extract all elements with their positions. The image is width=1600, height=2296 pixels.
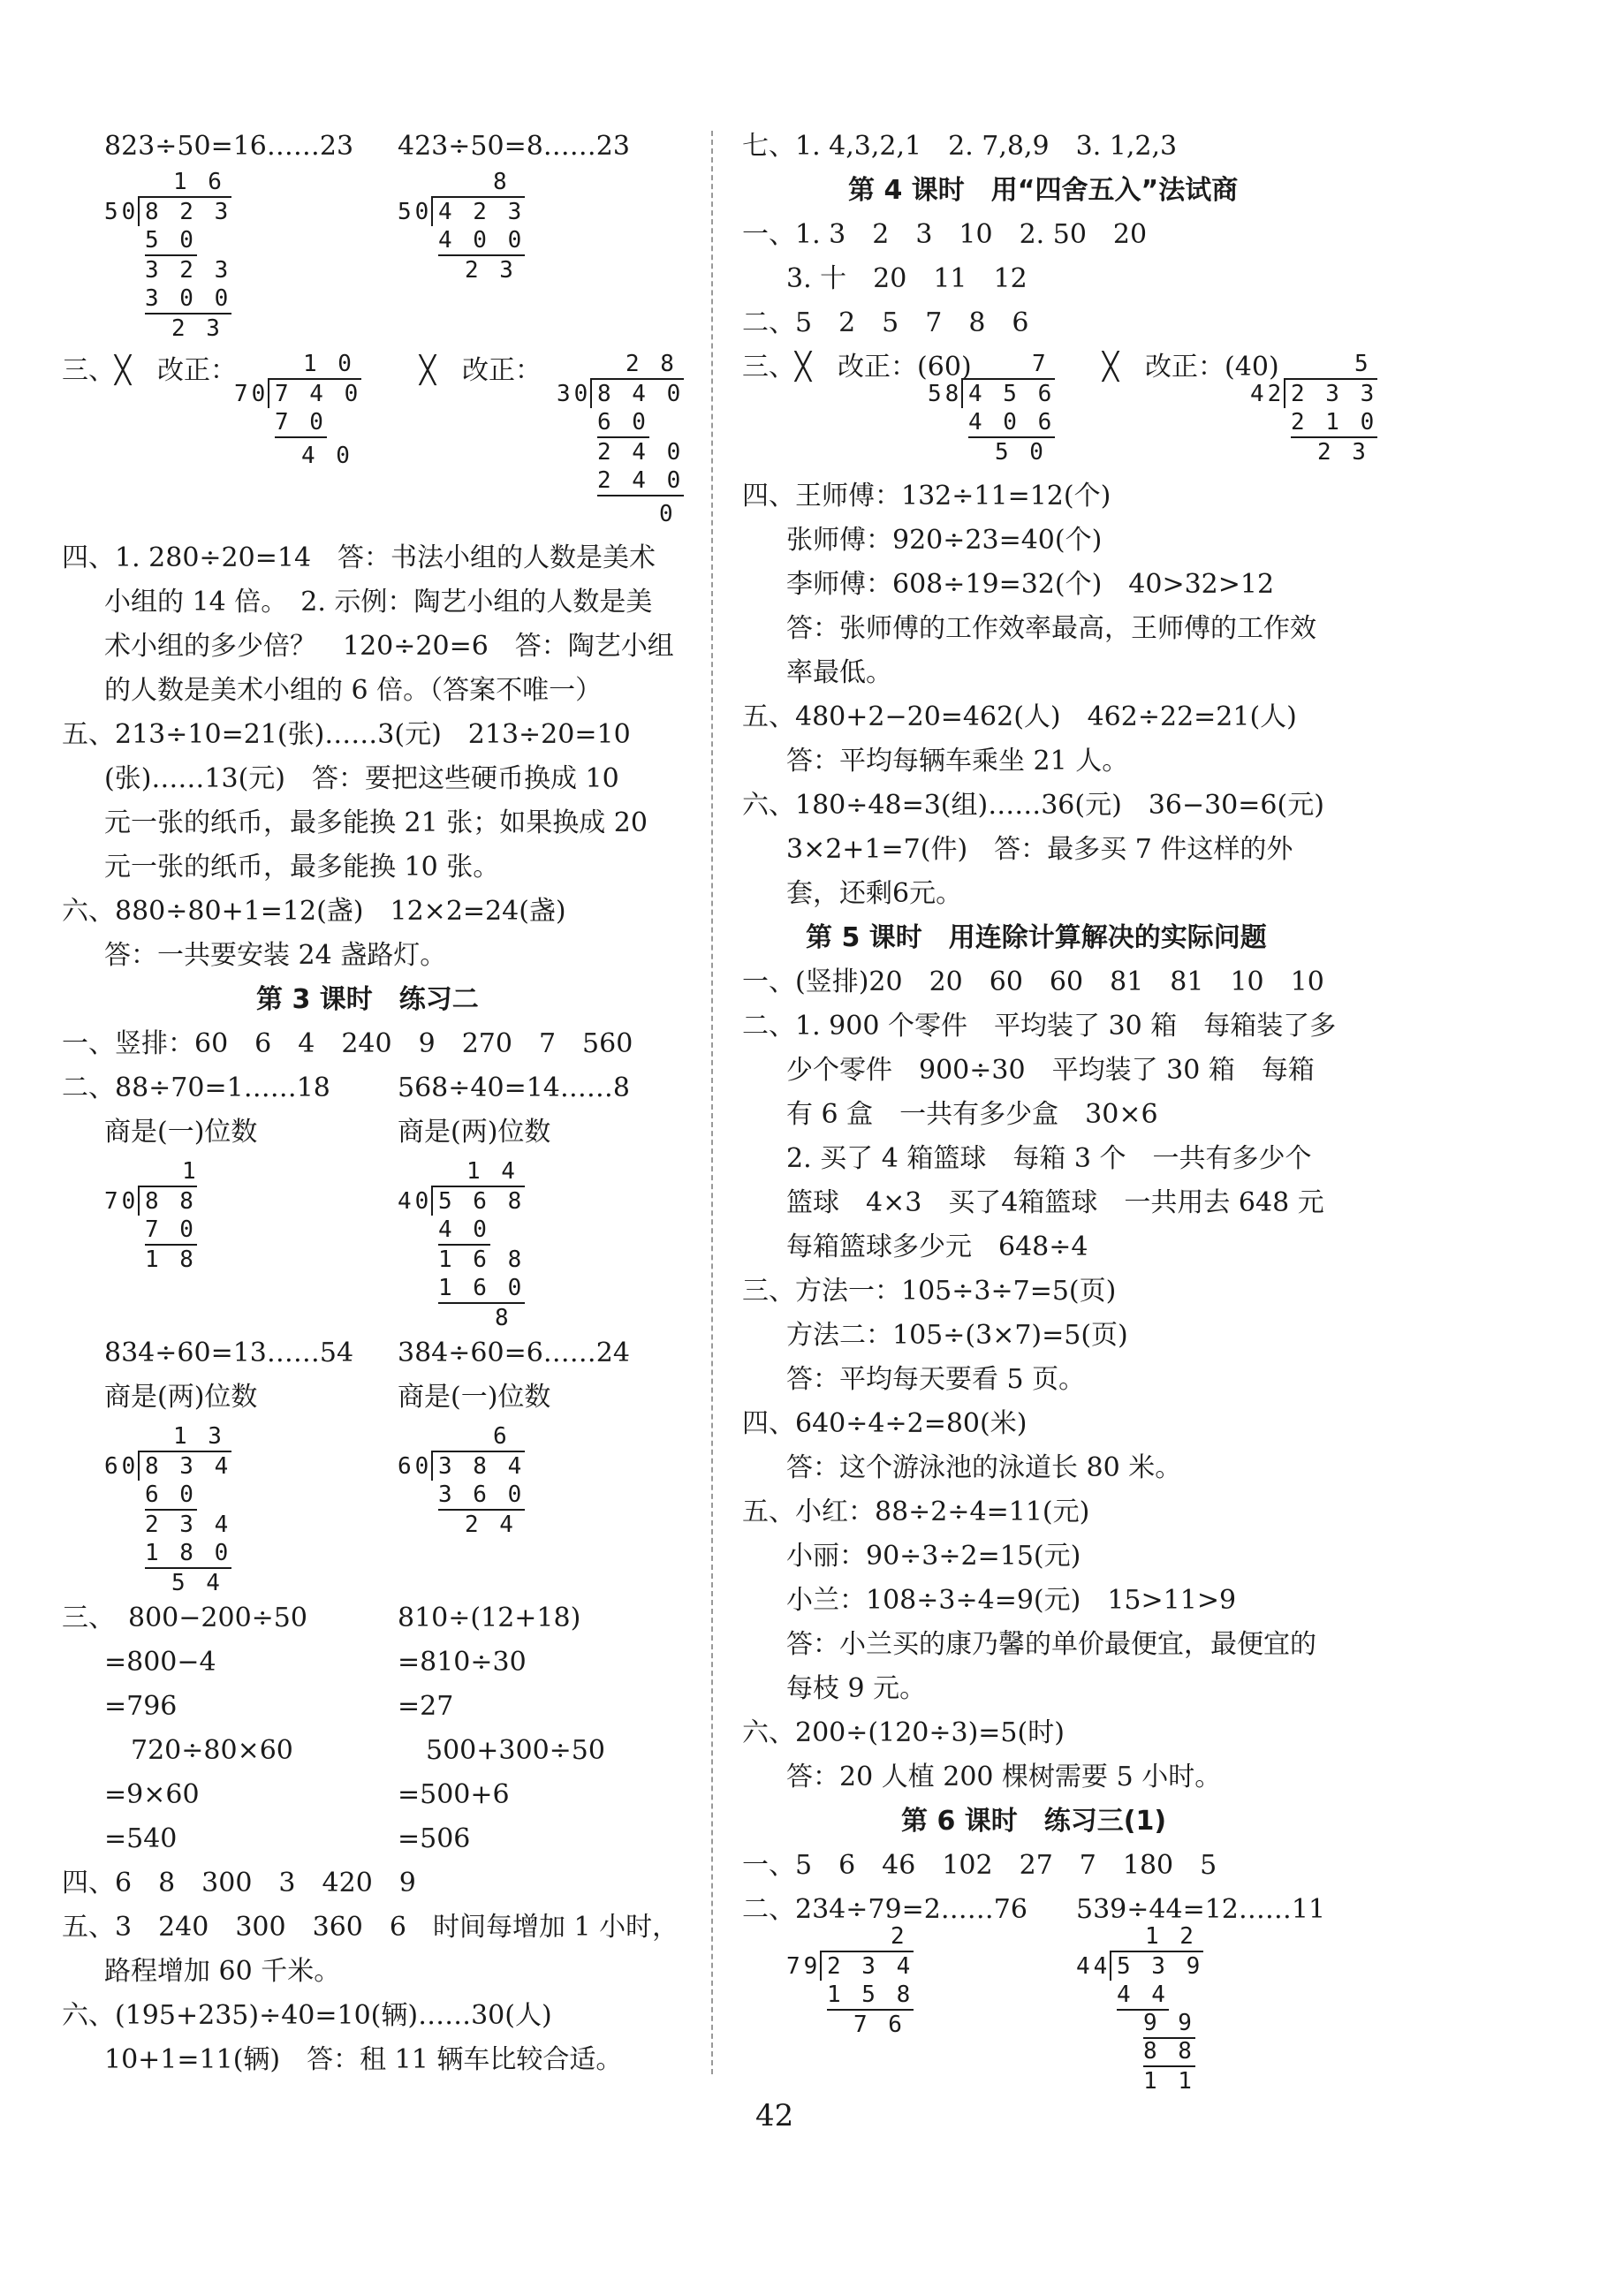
answer-line: 的人数是美术小组的 6 倍。（答案不唯一） xyxy=(104,675,603,706)
step: 7 6 xyxy=(853,2012,906,2038)
step: 7 0 xyxy=(145,1216,197,1246)
answer-line: 10+1=11(辆) 答：租 11 辆车比较合适。 xyxy=(104,2044,623,2075)
dividend: 5 6 8 xyxy=(431,1186,525,1216)
quotient: 1 xyxy=(182,1158,200,1185)
step: 5 4 xyxy=(171,1570,224,1596)
quotient: 1 0 xyxy=(303,351,355,377)
quotient: 1 2 xyxy=(1145,1923,1197,1950)
calc-line: =500+6 xyxy=(398,1779,510,1810)
dividend: 2 3 3 xyxy=(1284,378,1377,408)
answer-line: 四、6 8 300 3 420 9 xyxy=(62,1868,416,1898)
calc-line: =540 xyxy=(104,1823,178,1854)
answer-line: 每枝 9 元。 xyxy=(786,1673,927,1704)
answer-line: 七、1. 4,3,2,1 2. 7,8,9 3. 1,2,3 xyxy=(742,131,1178,162)
divisor: 70 xyxy=(104,1188,140,1215)
step: 5 0 xyxy=(995,439,1047,466)
answer-line: 张师傅：920÷23=40(个) xyxy=(786,525,1103,556)
answer-line: 539÷44=12……11 xyxy=(1076,1894,1326,1925)
answer-line: 商是(一)位数 xyxy=(398,1382,551,1413)
step: 9 9 xyxy=(1143,2009,1195,2039)
step: 5 0 xyxy=(145,226,197,256)
step: 4 0 xyxy=(301,443,353,469)
divisor: 58 xyxy=(928,381,963,407)
step: 1 1 xyxy=(1143,2068,1195,2095)
answer-line: 423÷50=8……23 xyxy=(398,131,630,162)
answer-line: 李师傅：608÷19=32(个) 40>32>12 xyxy=(786,569,1275,600)
step: 2 1 0 xyxy=(1291,408,1377,438)
answer-line: 商是(两)位数 xyxy=(104,1382,258,1413)
answer-line: 六、880÷80+1=12(盏) 12×2=24(盏) xyxy=(62,896,566,927)
step: 1 8 0 xyxy=(145,1539,231,1569)
calc-line: =506 xyxy=(398,1823,471,1854)
answer-line: 术小组的多少倍？ 120÷20=6 答：陶艺小组 xyxy=(104,631,674,662)
answer-line: 568÷40=14……8 xyxy=(398,1072,630,1103)
answer-line: 823÷50=16……23 xyxy=(104,131,354,162)
answer-line: 答：一共要安装 24 盏路灯。 xyxy=(104,940,447,971)
answer-line: 小丽：90÷3÷2=15(元) xyxy=(786,1541,1081,1572)
step: 2 4 0 xyxy=(597,439,685,466)
section-heading: 第 6 课时 练习三(1) xyxy=(901,1806,1167,1837)
answer-line: 有 6 盒 一共有多少盒 30×6 xyxy=(786,1099,1158,1130)
step: 1 5 8 xyxy=(827,1981,914,2011)
divisor: 50 xyxy=(398,199,433,225)
answer-line: 二、234÷79=2……76 xyxy=(742,1894,1027,1925)
divisor: 79 xyxy=(786,1953,822,1980)
answer-line: ╳ 改正： xyxy=(420,355,542,386)
answer-line: 方法二：105÷(3×7)=5(页) xyxy=(786,1320,1128,1351)
answer-line: 商是(一)位数 xyxy=(104,1117,258,1148)
calc-line: =810÷30 xyxy=(398,1647,527,1678)
dividend: 8 2 3 xyxy=(138,196,231,226)
dividend: 4 5 6 xyxy=(961,378,1055,408)
step: 8 xyxy=(495,1305,512,1331)
answer-line: 四、1. 280÷20=14 答：书法小组的人数是美术 xyxy=(62,542,656,573)
answer-line: 篮球 4×3 买了4箱篮球 一共用去 648 元 xyxy=(786,1187,1324,1218)
divisor: 60 xyxy=(398,1453,433,1480)
answer-line: 六、(195+235)÷40=10(辆)……30(人) xyxy=(62,2000,552,2031)
answer-line: 答：平均每天要看 5 页。 xyxy=(786,1364,1086,1395)
divisor: 70 xyxy=(234,381,269,407)
answer-line: 答：这个游泳池的泳道长 80 米。 xyxy=(786,1452,1182,1483)
answer-line: 一、1. 3 2 3 10 2. 50 20 xyxy=(742,219,1148,250)
answer-line: 套，还剩6元。 xyxy=(786,878,963,909)
divisor: 40 xyxy=(398,1188,433,1215)
answer-line: ╳ 改正：(40) xyxy=(1103,352,1279,383)
answer-line: 3. 十 20 11 12 xyxy=(786,263,1027,294)
answer-line: 路程增加 60 千米。 xyxy=(104,1956,341,1987)
answer-line: 一、竖排：60 6 4 240 9 270 7 560 xyxy=(62,1028,633,1059)
divisor: 42 xyxy=(1250,381,1285,407)
step: 2 4 xyxy=(465,1512,517,1538)
answer-line: 四、640÷4÷2=80(米) xyxy=(742,1408,1027,1439)
step: 4 0 0 xyxy=(438,226,525,256)
step: 1 8 xyxy=(145,1247,197,1273)
answer-line: 六、180÷48=3(组)……36(元) 36−30=6(元) xyxy=(742,790,1324,821)
answer-line: 商是(两)位数 xyxy=(398,1117,551,1148)
answer-line: 小组的 14 倍。 2. 示例：陶艺小组的人数是美 xyxy=(104,587,653,618)
step: 2 3 xyxy=(465,257,517,284)
answer-line: 答：平均每辆车乘坐 21 人。 xyxy=(786,746,1129,777)
quotient: 7 xyxy=(1032,351,1050,377)
divisor: 50 xyxy=(104,199,140,225)
step: 6 0 xyxy=(597,408,649,438)
quotient: 2 xyxy=(891,1923,908,1950)
answer-line: 384÷60=6……24 xyxy=(398,1337,630,1368)
quotient: 6 xyxy=(493,1423,511,1450)
step: 4 0 xyxy=(438,1216,490,1246)
section-heading: 第 3 课时 练习二 xyxy=(256,984,479,1015)
column-divider xyxy=(711,131,713,2074)
answer-line: 三、╳ 改正：(60) xyxy=(742,352,972,383)
calc-line: 810÷(12+18) xyxy=(398,1603,581,1633)
step: 2 4 0 xyxy=(597,466,684,496)
calc-line: =27 xyxy=(398,1691,454,1722)
step: 0 xyxy=(659,501,677,527)
calc-line: =796 xyxy=(104,1691,178,1722)
answer-line: 少个零件 900÷30 平均装了 30 箱 每箱 xyxy=(786,1055,1315,1086)
divisor: 30 xyxy=(557,381,592,407)
answer-line: 四、王师傅：132÷11=12(个) xyxy=(742,481,1111,511)
step: 2 3 4 xyxy=(145,1512,232,1538)
dividend: 4 2 3 xyxy=(431,196,525,226)
calc-line: =800−4 xyxy=(104,1647,216,1678)
step: 3 0 0 xyxy=(145,284,231,314)
quotient: 1 4 xyxy=(466,1158,519,1185)
answer-line: 三、方法一：105÷3÷7=5(页) xyxy=(742,1276,1117,1307)
page-number: 42 xyxy=(755,2098,794,2133)
answer-line: 2. 买了 4 箱篮球 每箱 3 个 一共有多少个 xyxy=(786,1143,1312,1174)
answer-line: 五、480+2−20=462(人) 462÷22=21(人) xyxy=(742,701,1297,732)
step: 3 6 0 xyxy=(438,1481,525,1511)
answer-line: 834÷60=13……54 xyxy=(104,1337,354,1368)
answer-line: 答：小兰买的康乃馨的单价最便宜，最便宜的 xyxy=(786,1629,1316,1660)
step: 6 0 xyxy=(145,1481,197,1511)
quotient: 2 8 xyxy=(626,351,678,377)
dividend: 5 3 9 xyxy=(1110,1951,1203,1981)
step: 2 3 xyxy=(1317,439,1369,466)
calc-line: 500+300÷50 xyxy=(426,1735,605,1766)
answer-line: 六、200÷(120÷3)=5(时) xyxy=(742,1717,1065,1748)
dividend: 2 3 4 xyxy=(820,1951,914,1981)
answer-line: 小兰：108÷3÷4=9(元) 15>11>9 xyxy=(786,1585,1237,1616)
step: 1 6 8 xyxy=(438,1247,526,1273)
quotient: 5 xyxy=(1354,351,1372,377)
answer-line: 二、5 2 5 7 8 6 xyxy=(742,307,1029,338)
dividend: 8 4 0 xyxy=(590,378,684,408)
answer-line: 3×2+1=7(件) 答：最多买 7 件这样的外 xyxy=(786,834,1293,865)
step: 7 0 xyxy=(275,408,327,438)
calc-line: 720÷80×60 xyxy=(131,1735,293,1766)
calc-line: 三、 800−200÷50 xyxy=(62,1603,307,1633)
quotient: 8 xyxy=(493,169,511,195)
step: 8 8 xyxy=(1143,2037,1195,2067)
dividend: 7 4 0 xyxy=(268,378,361,408)
step: 1 6 0 xyxy=(438,1274,525,1304)
answer-line: 二、88÷70=1……18 xyxy=(62,1072,330,1103)
quotient: 1 6 xyxy=(173,169,225,195)
answer-line: 元一张的纸币，最多能换 21 张；如果换成 20 xyxy=(104,807,648,838)
divisor: 44 xyxy=(1076,1953,1111,1980)
dividend: 3 8 4 xyxy=(431,1451,525,1481)
answer-line: 五、3 240 300 360 6 时间每增加 1 小时， xyxy=(62,1912,679,1943)
answer-line: 每箱篮球多少元 648÷4 xyxy=(786,1231,1088,1262)
step: 3 2 3 xyxy=(145,257,232,284)
section-heading: 第 5 课时 用连除计算解决的实际问题 xyxy=(806,922,1267,953)
answer-line: 率最低。 xyxy=(786,657,892,688)
answer-line: 一、5 6 46 102 27 7 180 5 xyxy=(742,1850,1217,1881)
answer-line: 答：20 人植 200 棵树需要 5 小时。 xyxy=(786,1762,1222,1792)
answer-line: (张)……13(元) 答：要把这些硬币换成 10 xyxy=(104,763,619,794)
answer-line: 元一张的纸币，最多能换 10 张。 xyxy=(104,852,500,883)
calc-line: =9×60 xyxy=(104,1779,200,1810)
dividend: 8 8 xyxy=(138,1186,197,1216)
section-heading: 第 4 课时 用“四舍五入”法试商 xyxy=(848,175,1239,206)
quotient: 1 3 xyxy=(173,1423,225,1450)
dividend: 8 3 4 xyxy=(138,1451,231,1481)
answer-line: 答：张师傅的工作效率最高，王师傅的工作效 xyxy=(786,613,1316,644)
answer-line: 五、小红：88÷2÷4=11(元) xyxy=(742,1497,1090,1527)
answer-line: 五、213÷10=21(张)……3(元) 213÷20=10 xyxy=(62,719,631,750)
divisor: 60 xyxy=(104,1453,140,1480)
answer-line: 二、1. 900 个零件 平均装了 30 箱 每箱装了多 xyxy=(742,1011,1337,1042)
step: 2 3 xyxy=(171,315,224,342)
answer-line: 三、╳ 改正： xyxy=(62,355,238,386)
step: 4 4 xyxy=(1117,1981,1169,2011)
step: 4 0 6 xyxy=(968,408,1055,438)
answer-line: 一、(竖排)20 20 60 60 81 81 10 10 xyxy=(742,966,1324,997)
